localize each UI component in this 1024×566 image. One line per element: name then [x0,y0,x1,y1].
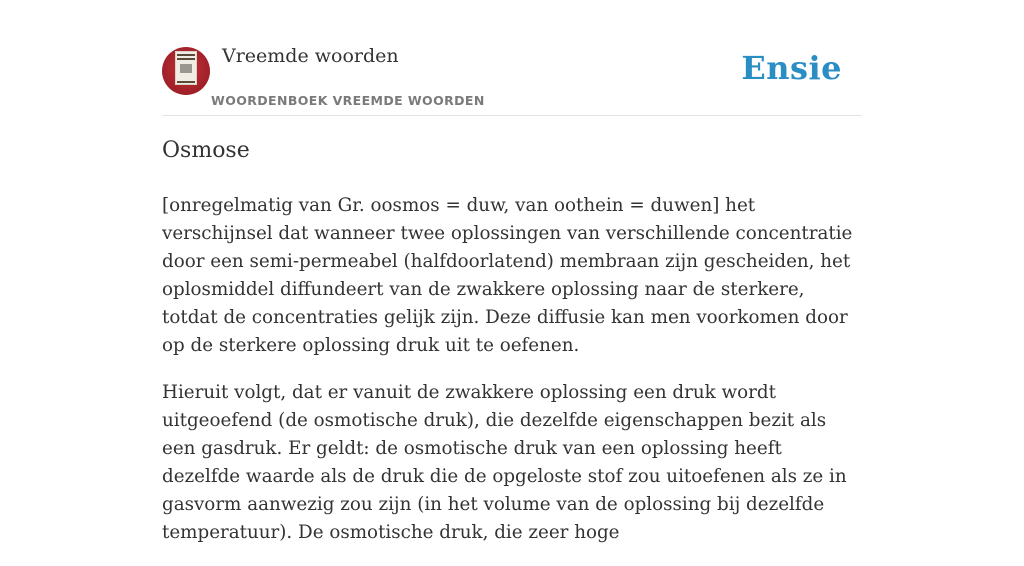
source-subtitle: WOORDENBOEK VREEMDE WOORDEN [211,93,485,108]
entry-body [162,192,862,566]
source-header [162,0,862,116]
source-title-link[interactable]: Vreemde woorden [222,45,399,67]
entry-paragraph: [onregelmatig van Gr. oosmos = duw, van oothein = duwen] het verschijnsel dat wanneer twee oplossingen van verschillende concentratie door een semi-permeabel (halfdoorlatend) membraan zijn gescheiden, het oplosmiddel diffundeert van de zwakkere oplossing naar de sterkere, totdat de concentraties gelijk zijn. Deze diffusie kan men voorkomen door op de sterkere oplossing druk uit te oefenen. [162,195,853,356]
ensie-logo[interactable]: Ensie [741,49,842,87]
book-cover-icon [175,51,197,85]
entry-title: Osmose [162,138,250,163]
content-container [162,0,862,543]
entry-paragraph: Hieruit volgt, dat er vanuit de zwakkere oplossing een druk wordt uitgeoefend (de osmotische druk), die dezelfde eigenschappen bezit als een gasdruk. Er geldt: de osmotische druk van een oplossing heeft dezelfde waarde als de druk die de opgeloste stof zou uitoefenen als ze in gasvorm aanwezig zou zijn (in het volume van de oplossing bij dezelfde temperatuur). De osmotische druk, die zeer hoge [162,382,847,543]
source-cover-avatar[interactable] [162,47,210,95]
